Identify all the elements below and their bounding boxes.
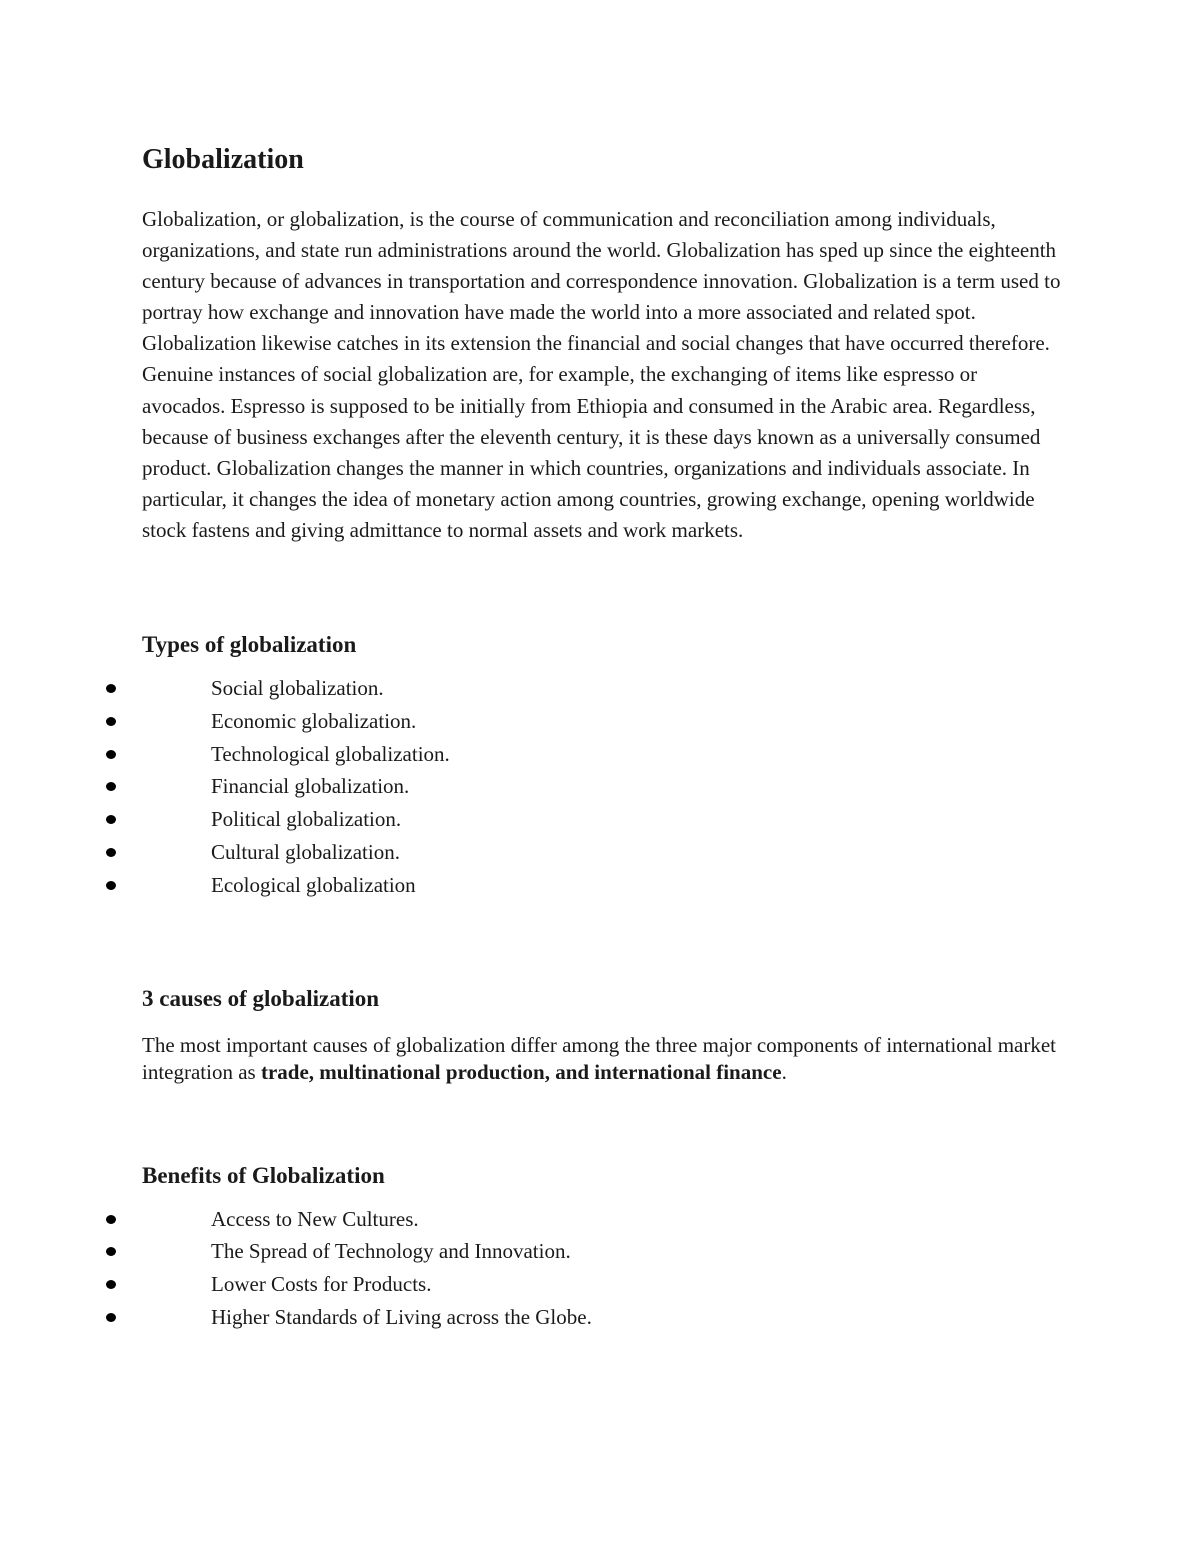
list-item [142, 836, 1062, 869]
list-item [142, 1301, 1062, 1334]
benefits-list [142, 1203, 1062, 1334]
list-item [142, 803, 1062, 836]
list-item-text: Financial globalization. [211, 774, 410, 799]
bullet-icon [106, 1215, 116, 1224]
bullet-icon [106, 750, 116, 759]
bullet-icon [106, 1247, 116, 1256]
intro-paragraph: Globalization, or globalization, is the course of communication and reconciliation among individuals, organizations, and state run administrations around the world. Globalization has sped up since the eighteenth century because of advances in transportation and correspondence innovation. Globalization is a term used to portray how exchange and innovation have made the world into a more associated and related spot. Globalization likewise catches in its extension the financial and social changes that have occurred therefore. Genuine instances of social globalization are, for example, the exchanging of items like espresso or avocados. Espresso is supposed to be initially from Ethiopia and consumed in the Arabic area. Regardless, because of business exchanges after the eleventh century, it is these days known as a universally consumed product. Globalization changes the manner in which countries, organizations and individuals associate. In particular, it changes the idea of monetary action among countries, growing exchange, opening worldwide stock fastens and giving admittance to normal assets and work markets. [142, 207, 1061, 542]
list-item [142, 672, 1062, 705]
causes-text: The most important causes of globalization differ among the three major components of international market integration as [142, 1032, 1057, 1084]
bullet-icon [106, 881, 116, 890]
list-item-text: Technological globalization. [211, 741, 450, 766]
types-heading: Types of globalization [142, 632, 357, 658]
list-item-text: Economic globalization. [211, 708, 417, 733]
list-item-text: The Spread of Technology and Innovation. [211, 1239, 571, 1264]
benefits-heading: Benefits of Globalization [142, 1162, 385, 1188]
bullet-icon [106, 684, 116, 693]
causes-bold-text: trade, multinational production, and international finance [260, 1059, 782, 1084]
list-item [142, 705, 1062, 738]
list-item-text: Social globalization. [211, 676, 384, 701]
list-item-text: Access to New Cultures. [211, 1206, 419, 1231]
page-title: Globalization [142, 144, 304, 175]
bullet-icon [106, 717, 116, 726]
types-list [142, 672, 1062, 902]
bullet-icon [106, 1280, 116, 1289]
list-item [142, 738, 1062, 771]
document-body [142, 140, 1062, 1334]
list-item [142, 770, 1062, 803]
list-item-text: Political globalization. [211, 807, 402, 832]
causes-heading: 3 causes of globalization [142, 985, 380, 1011]
list-item [142, 1268, 1062, 1301]
list-item-text: Higher Standards of Living across the Globe. [211, 1305, 592, 1329]
list-item-text: Lower Costs for Products. [211, 1272, 432, 1297]
list-item-text: Cultural globalization. [211, 840, 400, 865]
list-item [142, 869, 1062, 902]
bullet-icon [106, 848, 116, 857]
causes-text-end: . [781, 1059, 787, 1084]
list-item [142, 1203, 1062, 1236]
list-item-text: Ecological globalization [211, 872, 416, 897]
bullet-icon [106, 815, 116, 824]
list-item [142, 1235, 1062, 1268]
bullet-icon [106, 1313, 116, 1322]
causes-paragraph [142, 1032, 1062, 1086]
bullet-icon [106, 782, 116, 791]
